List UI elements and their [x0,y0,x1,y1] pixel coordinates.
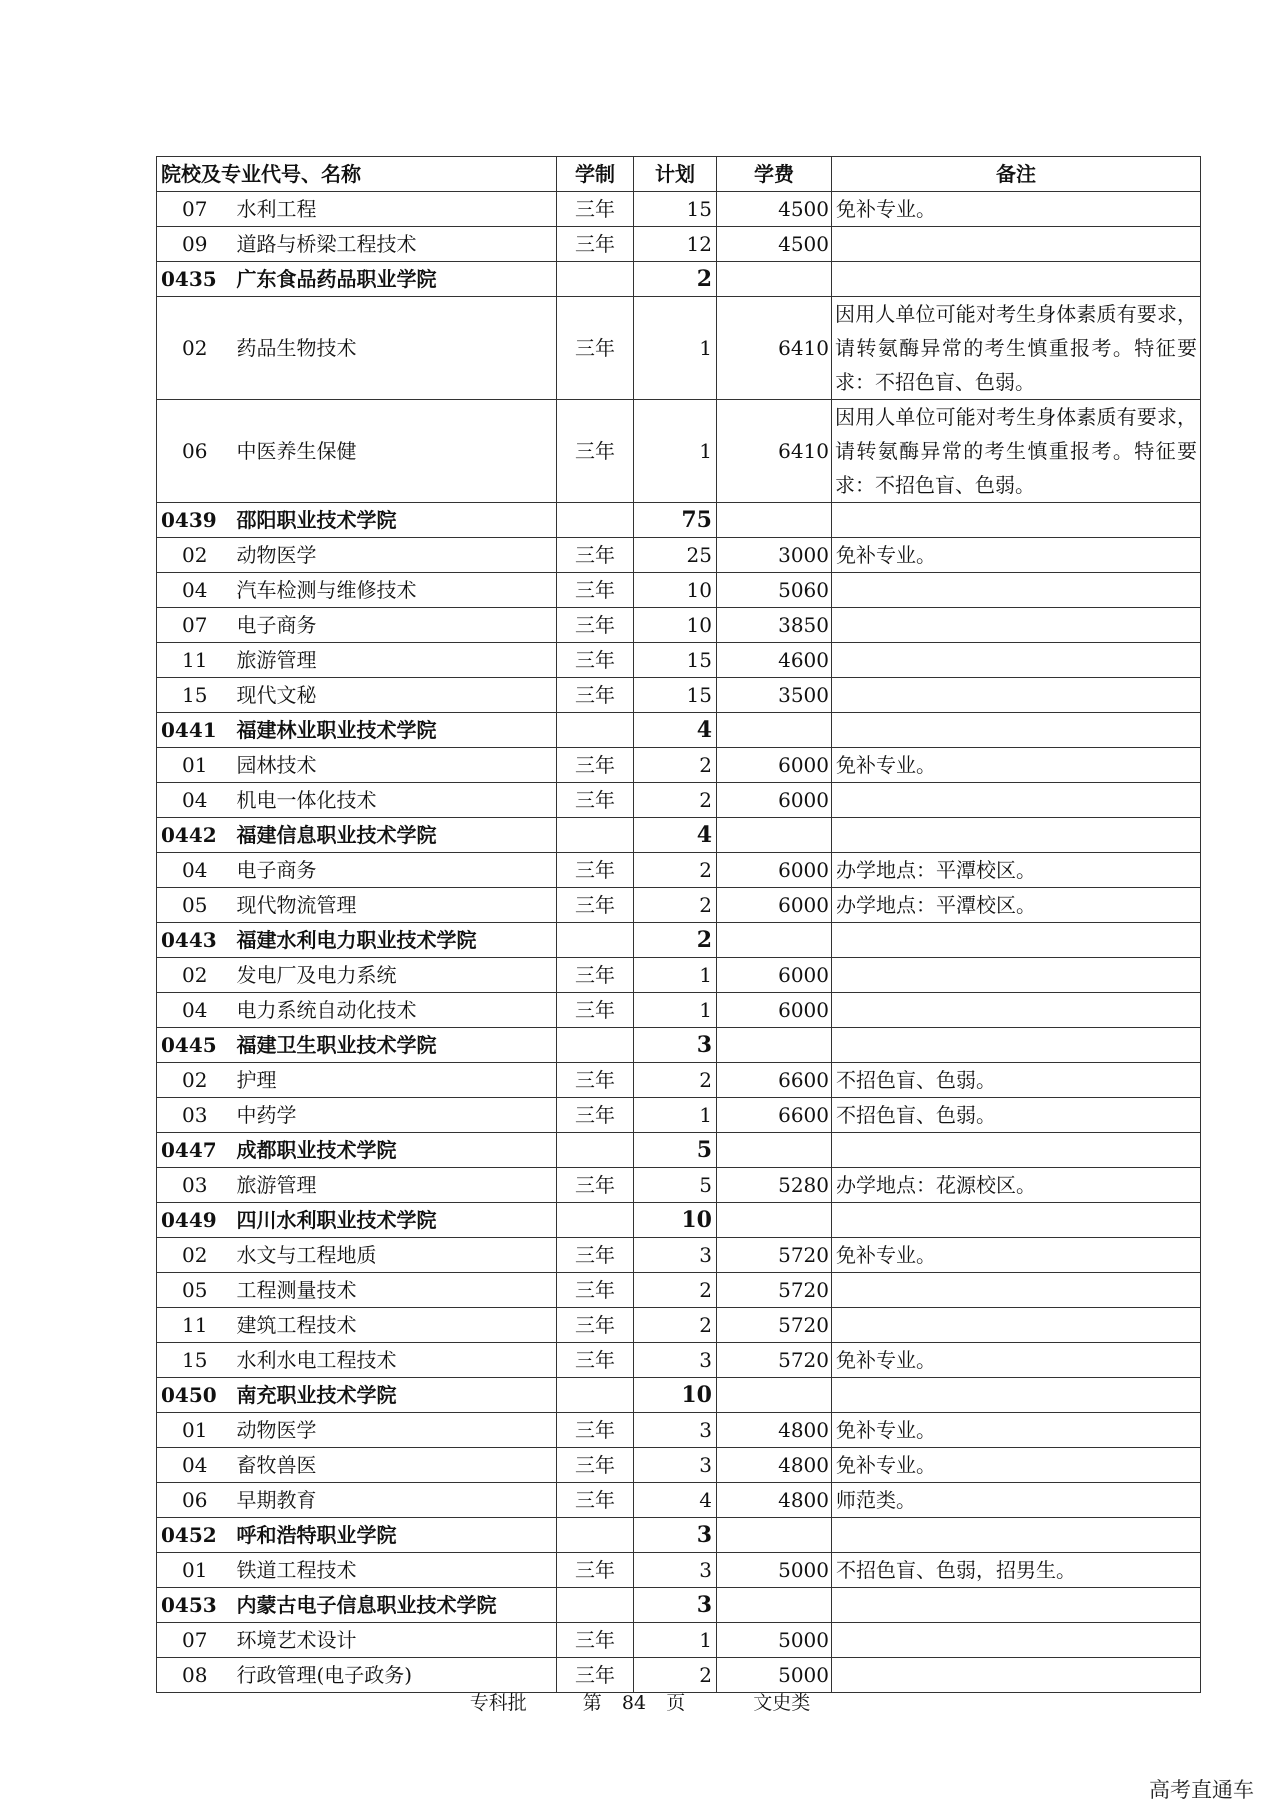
school-note [832,713,1201,748]
major-note [832,678,1201,713]
school-plan: 75 [634,503,717,538]
major-plan: 4 [634,1483,717,1518]
major-name: 水利工程 [233,192,557,227]
school-plan: 3 [634,1028,717,1063]
major-note: 办学地点：平潭校区。 [832,888,1201,923]
major-note: 办学地点：平潭校区。 [832,853,1201,888]
major-code: 02 [157,1238,233,1273]
major-length: 三年 [557,958,634,993]
major-fee: 4500 [717,227,832,262]
major-name: 工程测量技术 [233,1273,557,1308]
major-code: 07 [157,1623,233,1658]
school-code: 0435 [157,262,233,297]
major-note [832,1308,1201,1343]
major-note [832,783,1201,818]
major-fee: 6000 [717,748,832,783]
major-fee: 3500 [717,678,832,713]
major-plan: 3 [634,1553,717,1588]
major-plan: 3 [634,1238,717,1273]
major-fee: 3000 [717,538,832,573]
major-name: 中医养生保健 [233,400,557,503]
major-code: 07 [157,192,233,227]
major-name: 旅游管理 [233,1168,557,1203]
major-fee: 5000 [717,1623,832,1658]
major-length: 三年 [557,1098,634,1133]
major-fee: 5000 [717,1658,832,1693]
major-note [832,227,1201,262]
school-length [557,1588,634,1623]
enrollment-plan-table [156,156,1201,1693]
school-length [557,262,634,297]
major-row [157,853,1201,888]
major-name: 旅游管理 [233,643,557,678]
school-plan: 10 [634,1378,717,1413]
major-row [157,192,1201,227]
major-plan: 1 [634,1098,717,1133]
major-code: 04 [157,993,233,1028]
major-code: 03 [157,1168,233,1203]
school-row [157,1378,1201,1413]
table-header-row [157,157,1201,192]
header-note: 备注 [832,157,1201,192]
major-fee: 4800 [717,1483,832,1518]
school-row [157,1133,1201,1168]
school-row [157,503,1201,538]
major-length: 三年 [557,993,634,1028]
school-note [832,262,1201,297]
major-row [157,1098,1201,1133]
major-row [157,993,1201,1028]
major-row [157,608,1201,643]
major-name: 汽车检测与维修技术 [233,573,557,608]
school-note [832,503,1201,538]
footer-batch: 专科批 [469,1692,527,1714]
major-name: 水利水电工程技术 [233,1343,557,1378]
school-name: 广东食品药品职业学院 [233,262,557,297]
school-fee [717,503,832,538]
school-plan: 4 [634,818,717,853]
major-length: 三年 [557,888,634,923]
major-name: 铁道工程技术 [233,1553,557,1588]
school-plan: 3 [634,1588,717,1623]
school-length [557,1028,634,1063]
major-fee: 5000 [717,1553,832,1588]
major-row [157,643,1201,678]
major-note: 办学地点：花源校区。 [832,1168,1201,1203]
major-plan: 2 [634,1063,717,1098]
header-name: 院校及专业代号、名称 [157,157,557,192]
major-note: 因用人单位可能对考生身体素质有要求，请转氨酶异常的考生慎重报考。特征要求：不招色盲、色弱。 [832,297,1201,400]
major-note [832,993,1201,1028]
school-plan: 5 [634,1133,717,1168]
major-plan: 10 [634,573,717,608]
major-name: 电子商务 [233,853,557,888]
school-name: 福建信息职业技术学院 [233,818,557,853]
school-name: 内蒙古电子信息职业技术学院 [233,1588,557,1623]
major-row [157,538,1201,573]
major-length: 三年 [557,400,634,503]
major-fee: 6600 [717,1098,832,1133]
major-code: 01 [157,1553,233,1588]
major-row [157,1483,1201,1518]
major-plan: 1 [634,993,717,1028]
school-length [557,1518,634,1553]
footer-page-suffix: 页 [666,1692,686,1714]
major-plan: 1 [634,400,717,503]
school-fee [717,713,832,748]
major-note: 不招色盲、色弱。 [832,1098,1201,1133]
school-fee [717,1518,832,1553]
major-row [157,1273,1201,1308]
major-name: 行政管理(电子政务) [233,1658,557,1693]
footer-page-number: 84 [621,1692,647,1714]
school-plan: 10 [634,1203,717,1238]
major-fee: 5720 [717,1343,832,1378]
school-code: 0453 [157,1588,233,1623]
major-note: 不招色盲、色弱。 [832,1063,1201,1098]
major-fee: 4800 [717,1448,832,1483]
major-code: 15 [157,678,233,713]
major-row [157,1238,1201,1273]
major-length: 三年 [557,1623,634,1658]
major-fee: 6000 [717,888,832,923]
major-plan: 15 [634,678,717,713]
major-fee: 4800 [717,1413,832,1448]
major-fee: 5060 [717,573,832,608]
major-note: 免补专业。 [832,1413,1201,1448]
footer-page-prefix: 第 [582,1692,602,1714]
major-plan: 15 [634,192,717,227]
major-name: 动物医学 [233,538,557,573]
major-row [157,1448,1201,1483]
major-code: 02 [157,958,233,993]
school-code: 0449 [157,1203,233,1238]
major-code: 04 [157,1448,233,1483]
school-note [832,1028,1201,1063]
major-row [157,748,1201,783]
major-code: 04 [157,573,233,608]
major-plan: 2 [634,783,717,818]
major-name: 早期教育 [233,1483,557,1518]
school-row [157,262,1201,297]
major-length: 三年 [557,1343,634,1378]
major-plan: 15 [634,643,717,678]
school-fee [717,1028,832,1063]
major-length: 三年 [557,1413,634,1448]
school-fee [717,262,832,297]
table-body [157,157,1201,1693]
school-code: 0443 [157,923,233,958]
major-plan: 2 [634,1308,717,1343]
major-fee: 6410 [717,400,832,503]
major-plan: 2 [634,853,717,888]
page-footer [0,1688,1280,1715]
school-length [557,713,634,748]
major-code: 06 [157,400,233,503]
school-note [832,1133,1201,1168]
major-name: 水文与工程地质 [233,1238,557,1273]
major-length: 三年 [557,1658,634,1693]
major-fee: 5280 [717,1168,832,1203]
school-row [157,818,1201,853]
major-row [157,1413,1201,1448]
major-code: 04 [157,783,233,818]
school-plan: 4 [634,713,717,748]
school-code: 0439 [157,503,233,538]
major-code: 07 [157,608,233,643]
school-note [832,818,1201,853]
major-length: 三年 [557,1483,634,1518]
major-plan: 2 [634,888,717,923]
major-length: 三年 [557,573,634,608]
major-code: 05 [157,888,233,923]
major-name: 药品生物技术 [233,297,557,400]
major-name: 现代文秘 [233,678,557,713]
major-name: 环境艺术设计 [233,1623,557,1658]
major-row [157,888,1201,923]
major-code: 04 [157,853,233,888]
major-name: 园林技术 [233,748,557,783]
major-code: 08 [157,1658,233,1693]
major-fee: 3850 [717,608,832,643]
major-fee: 6410 [717,297,832,400]
major-length: 三年 [557,297,634,400]
major-note: 免补专业。 [832,538,1201,573]
major-name: 电力系统自动化技术 [233,993,557,1028]
major-code: 03 [157,1098,233,1133]
major-fee: 6000 [717,783,832,818]
major-note [832,608,1201,643]
school-row [157,1203,1201,1238]
school-row [157,1518,1201,1553]
major-note: 免补专业。 [832,1448,1201,1483]
major-row [157,1308,1201,1343]
major-name: 道路与桥梁工程技术 [233,227,557,262]
major-code: 06 [157,1483,233,1518]
major-plan: 3 [634,1343,717,1378]
school-row [157,923,1201,958]
school-fee [717,1133,832,1168]
major-row [157,1063,1201,1098]
major-plan: 1 [634,297,717,400]
major-name: 机电一体化技术 [233,783,557,818]
school-plan: 2 [634,262,717,297]
major-code: 09 [157,227,233,262]
school-note [832,1588,1201,1623]
major-code: 15 [157,1343,233,1378]
major-row [157,678,1201,713]
major-code: 01 [157,1413,233,1448]
school-length [557,503,634,538]
major-code: 11 [157,1308,233,1343]
major-fee: 5720 [717,1273,832,1308]
school-code: 0447 [157,1133,233,1168]
major-length: 三年 [557,853,634,888]
major-length: 三年 [557,1308,634,1343]
major-length: 三年 [557,227,634,262]
major-plan: 1 [634,1623,717,1658]
school-note [832,1518,1201,1553]
major-note: 免补专业。 [832,192,1201,227]
school-name: 呼和浩特职业学院 [233,1518,557,1553]
school-length [557,1378,634,1413]
school-name: 四川水利职业技术学院 [233,1203,557,1238]
major-plan: 2 [634,1273,717,1308]
major-row [157,783,1201,818]
school-note [832,1203,1201,1238]
major-length: 三年 [557,643,634,678]
school-code: 0450 [157,1378,233,1413]
major-note [832,1623,1201,1658]
school-name: 邵阳职业技术学院 [233,503,557,538]
school-code: 0442 [157,818,233,853]
school-fee [717,818,832,853]
major-fee: 5720 [717,1238,832,1273]
major-plan: 1 [634,958,717,993]
major-length: 三年 [557,1273,634,1308]
major-length: 三年 [557,192,634,227]
major-note: 免补专业。 [832,1343,1201,1378]
major-row [157,1623,1201,1658]
major-code: 01 [157,748,233,783]
major-fee: 6000 [717,958,832,993]
major-plan: 10 [634,608,717,643]
major-row [157,1343,1201,1378]
school-name: 成都职业技术学院 [233,1133,557,1168]
major-name: 动物医学 [233,1413,557,1448]
major-row [157,297,1201,400]
major-length: 三年 [557,1063,634,1098]
school-length [557,923,634,958]
school-name: 福建水利电力职业技术学院 [233,923,557,958]
major-code: 02 [157,1063,233,1098]
school-name: 福建林业职业技术学院 [233,713,557,748]
major-note: 免补专业。 [832,748,1201,783]
school-row [157,1588,1201,1623]
header-length: 学制 [557,157,634,192]
major-note: 因用人单位可能对考生身体素质有要求，请转氨酶异常的考生慎重报考。特征要求：不招色盲、色弱。 [832,400,1201,503]
school-length [557,1203,634,1238]
major-length: 三年 [557,538,634,573]
major-name: 电子商务 [233,608,557,643]
school-fee [717,1378,832,1413]
major-name: 护理 [233,1063,557,1098]
school-length [557,1133,634,1168]
major-length: 三年 [557,678,634,713]
major-length: 三年 [557,608,634,643]
major-name: 现代物流管理 [233,888,557,923]
major-fee: 5720 [717,1308,832,1343]
school-length [557,818,634,853]
major-name: 建筑工程技术 [233,1308,557,1343]
major-plan: 3 [634,1413,717,1448]
major-note [832,643,1201,678]
major-row [157,1553,1201,1588]
header-plan: 计划 [634,157,717,192]
major-name: 发电厂及电力系统 [233,958,557,993]
school-code: 0441 [157,713,233,748]
major-plan: 2 [634,1658,717,1693]
major-note: 不招色盲、色弱，招男生。 [832,1553,1201,1588]
watermark: 高考直通车 [1149,1778,1254,1802]
major-fee: 4600 [717,643,832,678]
major-row [157,573,1201,608]
major-row [157,958,1201,993]
major-fee: 6000 [717,993,832,1028]
school-fee [717,1588,832,1623]
major-code: 11 [157,643,233,678]
major-length: 三年 [557,1448,634,1483]
major-note: 免补专业。 [832,1238,1201,1273]
major-length: 三年 [557,1553,634,1588]
major-length: 三年 [557,1238,634,1273]
major-fee: 6600 [717,1063,832,1098]
header-fee: 学费 [717,157,832,192]
major-note [832,573,1201,608]
major-code: 05 [157,1273,233,1308]
school-name: 南充职业技术学院 [233,1378,557,1413]
school-name: 福建卫生职业技术学院 [233,1028,557,1063]
major-length: 三年 [557,783,634,818]
major-fee: 4500 [717,192,832,227]
major-row [157,400,1201,503]
major-row [157,1168,1201,1203]
major-code: 02 [157,297,233,400]
major-plan: 5 [634,1168,717,1203]
major-note [832,958,1201,993]
school-note [832,923,1201,958]
major-length: 三年 [557,748,634,783]
school-note [832,1378,1201,1413]
major-fee: 6000 [717,853,832,888]
footer-category: 文史类 [753,1692,811,1714]
school-plan: 3 [634,1518,717,1553]
major-plan: 12 [634,227,717,262]
major-note [832,1273,1201,1308]
major-plan: 3 [634,1448,717,1483]
school-row [157,713,1201,748]
major-row [157,227,1201,262]
school-fee [717,1203,832,1238]
major-plan: 2 [634,748,717,783]
school-fee [717,923,832,958]
school-code: 0445 [157,1028,233,1063]
school-row [157,1028,1201,1063]
major-plan: 25 [634,538,717,573]
school-plan: 2 [634,923,717,958]
major-code: 02 [157,538,233,573]
major-name: 中药学 [233,1098,557,1133]
school-code: 0452 [157,1518,233,1553]
major-name: 畜牧兽医 [233,1448,557,1483]
major-note: 师范类。 [832,1483,1201,1518]
major-length: 三年 [557,1168,634,1203]
